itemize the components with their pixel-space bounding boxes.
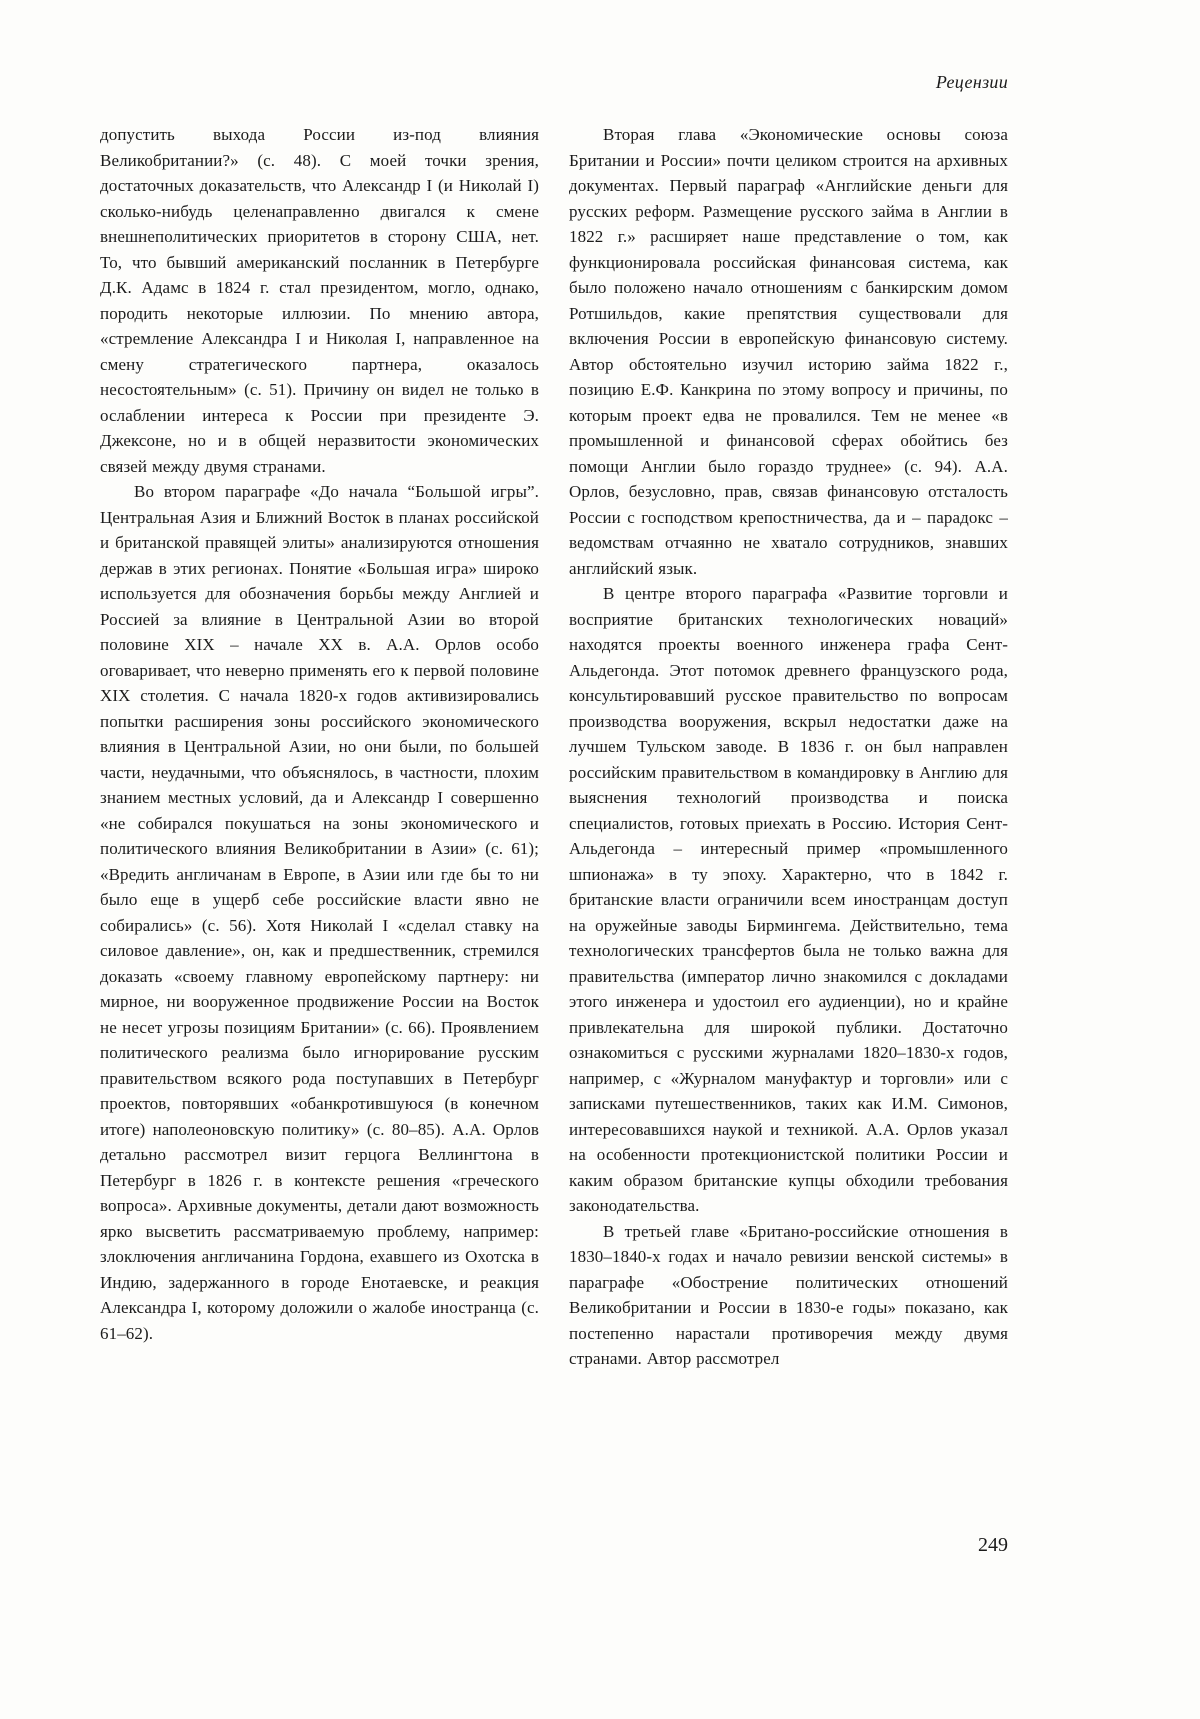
running-head: Рецензии [935, 72, 1008, 92]
left-column [100, 122, 539, 1372]
paragraph: В центре второго параграфа «Развитие торговли и восприятие британских технологических новаций» находятся проекты военного инженера графа Сент-Альдегонда. Этот потомок древнего французского рода, консультировавший русское правительство по вопросам производства вооружения, вскрыл недостатки даже на лучшем Тульском заводе. В 1836 г. он был направлен российским правительством в командировку в Англию для выяснения технологий производства и поиска специалистов, готовых приехать в Россию. История Сент-Альдегонда – интересный пример «промышленного шпионажа» в ту эпоху. Характерно, что в 1842 г. британские власти ограничили всем иностранцам доступ на оружейные заводы Бирмингема. Действительно, тема технологических трансфертов была не только важна для правительства (император лично знакомился с докладами этого инженера и удостоил его аудиенции), но и крайне привлекательна для широкой публики. Достаточно ознакомиться с русскими журналами 1820–1830-х годов, например, с «Журналом мануфактур и торговли» или с записками путешественников, таких как И.М. Симонов, интересовавшихся наукой и техникой. А.А. Орлов указал на особенности протекционистской политики России и каким образом британские купцы обходили требования законодательства. [569, 584, 1008, 1215]
paragraph-continuation: допустить выхода России из-под влияния Великобритании?» (с. 48). С моей точки зрения, достаточных доказательств, что Александр I (и Николай I) сколько-нибудь целенаправленно двигался к смене внешнеполитических приоритетов в сторону США, нет. То, что бывший американский посланник в Петербурге Д.К. Адамс в 1824 г. стал президентом, могло, однако, породить некоторые иллюзии. По мнению автора, «стремление Александра I и Николая I, направленное на смену стратегического партнера, оказалось несостоятельным» (с. 51). Причину он видел не только в ослаблении интереса к России при президенте Э. Джексоне, но и в общей неразвитости экономических связей между двумя странами. [100, 125, 539, 476]
text-block [100, 122, 1008, 1372]
paragraph: Вторая глава «Экономические основы союза Британии и России» почти целиком строится на архивных документах. Первый параграф «Английские деньги для русских реформ. Размещение русского займа в Англии в 1822 г.» расширяет наше представление о том, как функционировала российская финансовая система, как было положено начало отношениям с банкирским домом Ротшильдов, какие препятствия существовали для включения России в европейскую финансовую систему. Автор обстоятельно изучил историю займа 1822 г., позицию Е.Ф. Канкрина по этому вопросу и причины, по которым проект едва не провалился. Тем не менее «в промышленной и финансовой сферах обойтись без помощи Англии было гораздо труднее» (с. 94). А.А. Орлов, безусловно, прав, связав финансовую отсталость России с господством крепостничества, да и – парадокс – ведомствам отчаянно не хватало сотрудников, знавших английский язык. [569, 125, 1008, 578]
paragraph: Во втором параграфе «До начала “Большой игры”. Центральная Азия и Ближний Восток в планах российской и британской правящей элиты» анализируются отношения держав в этих регионах. Понятие «Большая игра» широко используется для обозначения борьбы между Англией и Россией за влияние в Центральной Азии во второй половине XIX – начале XX в. А.А. Орлов особо оговаривает, что неверно применять его к первой половине XIX столетия. С начала 1820-х годов активизировались попытки расширения зоны российского экономического влияния в Центральной Азии, но они были, по большей части, неудачными, что объяснялось, в частности, плохим знанием местных условий, да и Александр I совершенно «не собирался покушаться на зоны экономического и политического влияния Великобритании в Азии» (с. 61); «Вредить англичанам в Европе, в Азии или где бы то ни было еще в ущерб себе российские власти явно не собирались» (с. 56). Хотя Николай I «сделал ставку на силовое давление», он, как и предшественник, стремился доказать «своему главному европейскому партнеру: ни мирное, ни вооруженное продвижение России на Восток не несет угрозы позициям Британии» (с. 66). Проявлением политического реализма было игнорирование русским правительством всякого рода поступавших в Петербург проектов, повторявших «обанкротившуюся (в конечном итоге) наполеоновскую политику» (с. 80–85). А.А. Орлов детально рассмотрел визит герцога Веллингтона в Петербург в 1826 г. в контексте решения «греческого вопроса». Архивные документы, детали дают возможность ярко высветить рассматриваемую проблему, например: злоключения англичанина Гордона, ехавшего из Охотска в Индию, задержанного в городе Енотаевске, и реакция Александра I, которому доложили о жалобе иностранца (с. 61–62). [100, 482, 539, 1343]
paragraph: В третьей главе «Британо-российские отношения в 1830–1840-х годах и начало ревизии венской системы» в параграфе «Обострение политических отношений Великобритании и России в 1830-е годы» показано, как постепенно нарастали противоречия между двумя странами. Автор рассмотрел [569, 1221, 1008, 1368]
page-number: 249 [978, 1534, 1008, 1556]
right-column [569, 122, 1008, 1372]
